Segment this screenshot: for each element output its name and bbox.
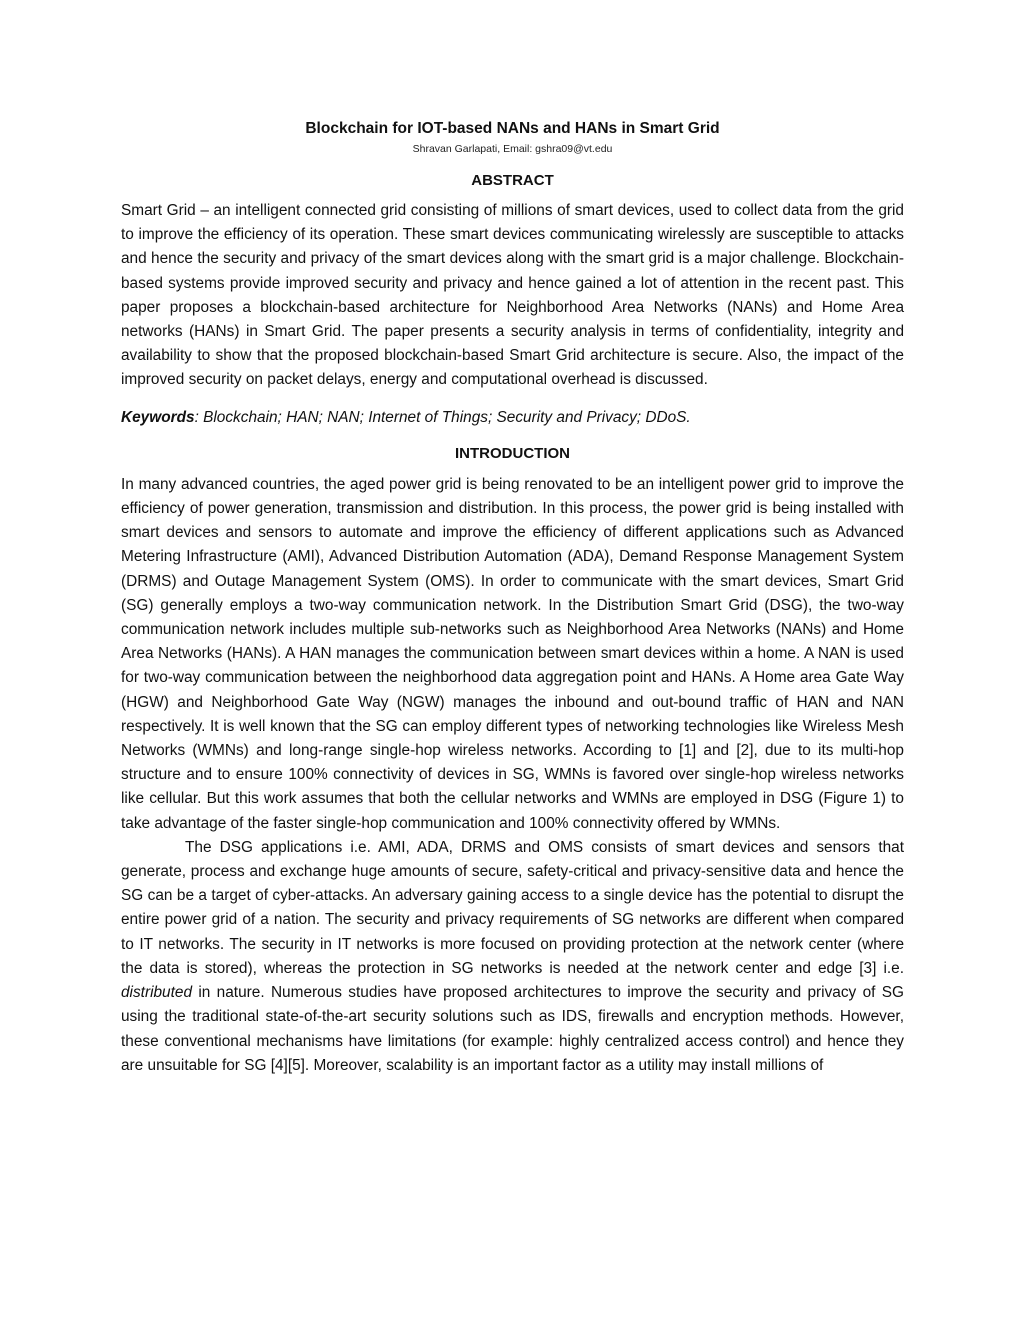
abstract-body: Smart Grid – an intelligent connected grid consisting of millions of smart devices, used to collect data from the grid to improve the efficiency of its operation. These smart devices communicating wirelessly are susceptible to attacks and hence the security and privacy of the smart devices along with the smart grid is a major challenge. Blockchain-based systems provide improved security and privacy and hence gained a lot of attention in the recent past. This paper proposes a blockchain-based architecture for Neighborhood Area Networks (NANs) and Home Area networks (HANs) in Smart Grid. The paper presents a security analysis in terms of confidentiality, integrity and availability to show that the proposed blockchain-based Smart Grid architecture is secure. Also, the impact of the improved security on packet delays, energy and computational overhead is discussed.: [121, 202, 904, 389]
introduction-paragraph-2-part-2: in nature. Numerous studies have proposed architectures to improve the security and privacy of SG using the traditional state-of-the-art security solutions such as IDS, firewalls and encryption methods. However, these conventional mechanisms have limitations (for example: highly centralized access control) and hence they are unsuitable for SG [4][5]. Moreover, scalability is an important factor as a utility may install millions of: [121, 984, 904, 1074]
paper-title: Blockchain for IOT-based NANs and HANs in Smart Grid: [305, 120, 720, 137]
introduction-heading: INTRODUCTION: [455, 444, 570, 462]
emphasis-distributed: distributed: [121, 984, 193, 1002]
abstract-heading: ABSTRACT: [471, 172, 554, 189]
introduction-paragraph-1: In many advanced countries, the aged power grid is being renovated to be an intelligent power grid to improve the efficiency of power generation, transmission and distribution. In this process, the power grid is being installed with smart devices and sensors to automate and improve the efficiency of different applications such as Advanced Metering Infrastructure (AMI), Advanced Distribution Automation (ADA), Demand Response Management System (DRMS) and Outage Management System (OMS). In order to communicate with the smart devices, Smart Grid (SG) generally employs a two-way communication network. In the Distribution Smart Grid (DSG), the two-way communication network includes multiple sub-networks such as Neighborhood Area Networks (NANs) and Home Area Networks (HANs). A HAN manages the communication between smart devices within a home. A NAN is used for two-way communication between the neighborhood data aggregation point and HANs. A Home area Gate Way (HGW) and Neighborhood Gate Way (NGW) manages the inbound and out-bound traffic of HAN and NAN respectively. It is well known that the SG can employ different types of networking technologies like Wireless Mesh Networks (WMNs) and long-range single-hop wireless networks. According to [1] and [2], due to its multi-hop structure and to ensure 100% connectivity of devices in SG, WMNs is favored over single-hop wireless networks like cellular. But this work assumes that both the cellular networks and WMNs are employed in DSG (Figure 1) to take advantage of the faster single-hop communication and 100% connectivity offered by WMNs.: [121, 475, 904, 832]
keywords-label: Keywords: [121, 408, 195, 426]
introduction-paragraph-2-part-1: The DSG applications i.e. AMI, ADA, DRMS and OMS consists of smart devices and sensors that generate, process and exchange huge amounts of secure, safety-critical and privacy-sensitive data and hence the SG can be a target of cyber-attacks. An adversary gaining access to a single device has the potential to disrupt the entire power grid of a nation. The security and privacy requirements of SG networks are different when compared to IT networks. The security in IT networks is more focused on providing protection at the network center (where the data is stored), whereas the protection in SG networks is needed at the network center and edge [3] i.e.: [121, 838, 904, 977]
introduction-paragraph-2: [121, 836, 904, 1078]
author-line: Shravan Garlapati, Email: gshra09@vt.edu: [412, 143, 613, 155]
keywords-text: : Blockchain; HAN; NAN; Internet of Things; Security and Privacy; DDoS.: [194, 408, 691, 426]
paper-page: [121, 119, 904, 1078]
keywords-line: [121, 406, 904, 430]
